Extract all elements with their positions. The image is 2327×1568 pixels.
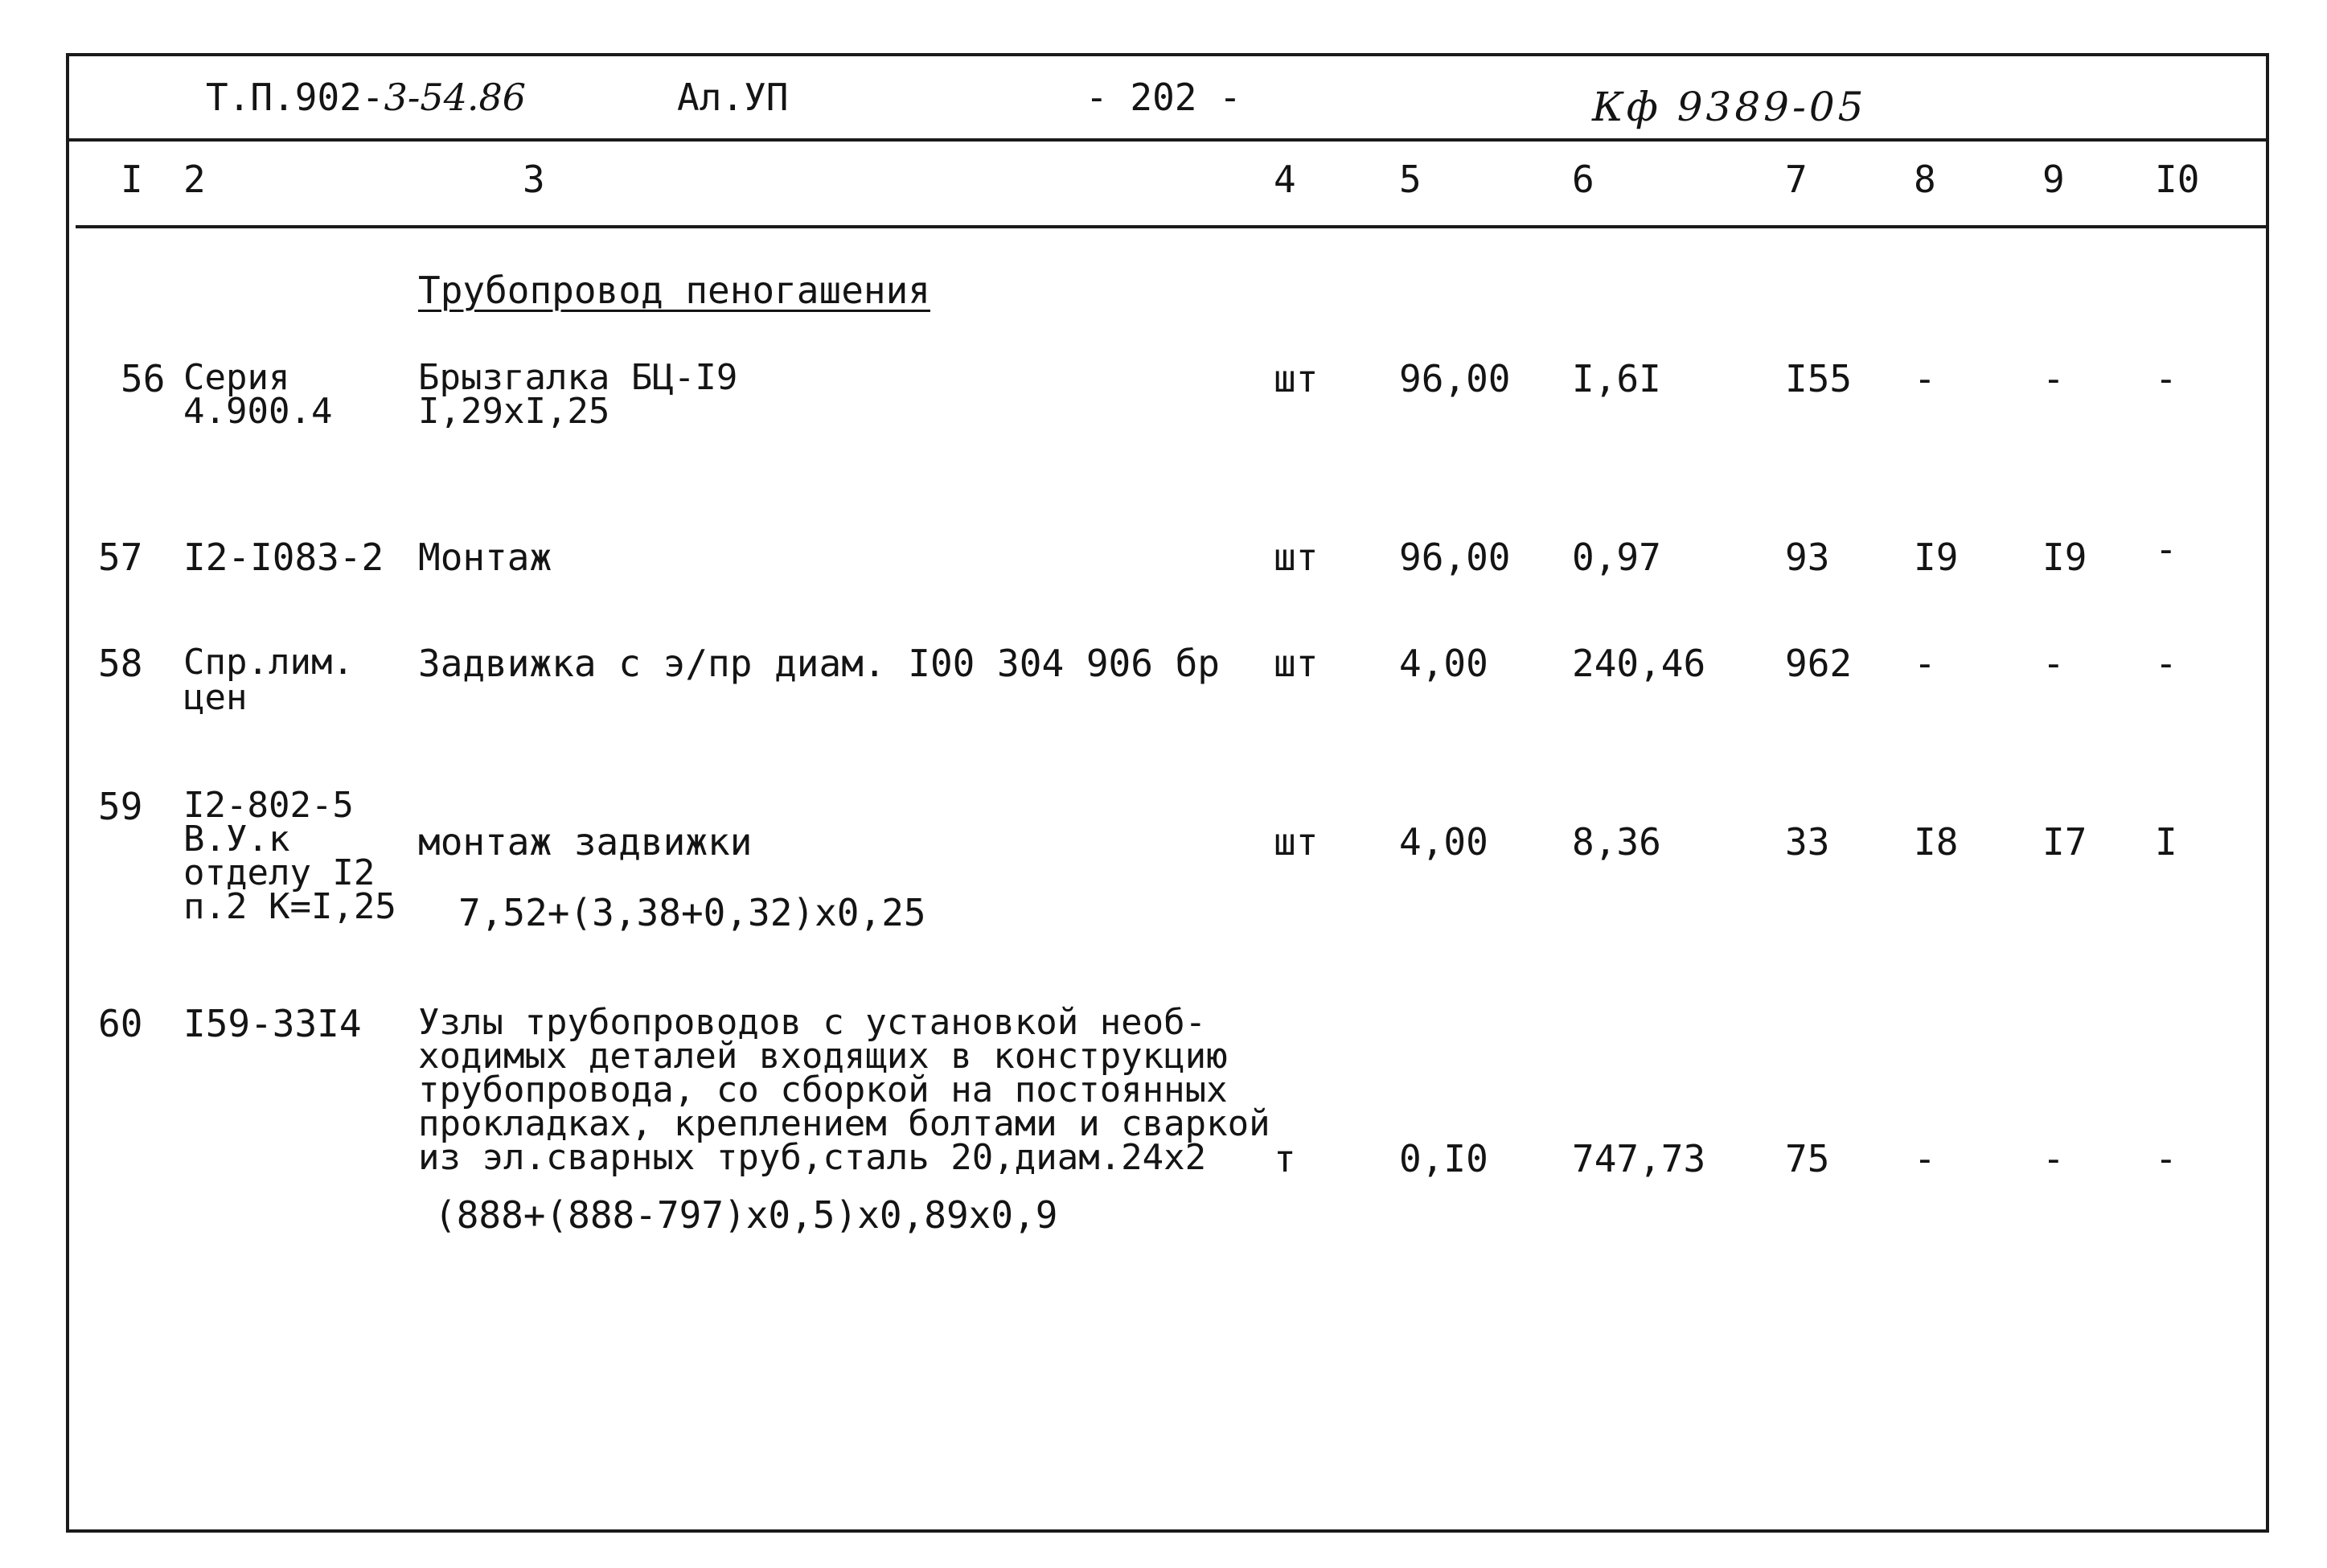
- row-unit-price: 0,97: [1572, 536, 1661, 579]
- row-total: I55: [1785, 357, 1853, 400]
- column-header-5: 5: [1399, 158, 1422, 201]
- row-total: 962: [1785, 642, 1853, 685]
- row-unit-price: I,6I: [1572, 357, 1661, 400]
- row-description-line: прокладках, креплением болтами и сваркой: [418, 1103, 1270, 1144]
- row-col8: -: [1914, 642, 1936, 685]
- row-total: 33: [1785, 820, 1830, 864]
- column-header-10: I0: [2155, 158, 2200, 201]
- column-header-6: 6: [1572, 158, 1594, 201]
- row-code-line: Спр.лим.: [183, 642, 354, 683]
- column-header-3: 3: [523, 158, 545, 201]
- row-unit: шт: [1274, 642, 1319, 685]
- row-code-line: I2-802-5: [183, 785, 354, 826]
- row-unit-price: 8,36: [1572, 820, 1661, 864]
- row-number: 57: [98, 536, 143, 579]
- row-col10: -: [2155, 357, 2177, 400]
- row-code-line: 4.900.4: [183, 391, 333, 432]
- row-description-line: монтаж задвижки: [418, 820, 753, 864]
- row-unit-price: 747,73: [1572, 1137, 1706, 1180]
- row-code-line: I59-33I4: [183, 1002, 362, 1045]
- row-col10: I: [2155, 820, 2177, 864]
- row-formula: (888+(888-797)x0,5)x0,89x0,9: [434, 1193, 1058, 1237]
- column-header-2: 2: [183, 158, 206, 201]
- row-code-line: В.У.к: [183, 819, 290, 860]
- row-col9: I7: [2042, 820, 2087, 864]
- row-unit: шт: [1274, 820, 1319, 864]
- header-divider: [68, 138, 2267, 142]
- row-col9: -: [2042, 357, 2065, 400]
- document-frame: [66, 53, 2269, 1533]
- row-col9: I9: [2042, 536, 2087, 579]
- row-description-line: Брызгалка БЦ-I9: [418, 357, 738, 398]
- row-total: 93: [1785, 536, 1830, 579]
- row-description-line: I,29xI,25: [418, 391, 610, 432]
- column-header-7: 7: [1785, 158, 1808, 201]
- row-col10: -: [2155, 642, 2177, 685]
- row-description-line: Задвижка с э/пр диам. I00 304 906 бр: [418, 642, 1220, 685]
- row-number: 58: [98, 642, 143, 685]
- column-header-9: 9: [2042, 158, 2065, 201]
- row-code-line: I2-I083-2: [183, 536, 384, 579]
- album-label: Ал.УП: [677, 76, 789, 119]
- row-number: 59: [98, 785, 143, 828]
- row-quantity: 0,I0: [1399, 1137, 1488, 1180]
- row-code-line: цен: [183, 677, 248, 718]
- row-col10: -: [2155, 527, 2177, 571]
- row-description-line: Монтаж: [418, 536, 552, 579]
- column-header-divider: [76, 225, 2267, 228]
- row-quantity: 4,00: [1399, 820, 1488, 864]
- row-description-line: из эл.сварных труб,сталь 20,диам.24x2: [418, 1137, 1207, 1178]
- row-quantity: 96,00: [1399, 357, 1511, 400]
- row-col8: I9: [1914, 536, 1959, 579]
- row-quantity: 4,00: [1399, 642, 1488, 685]
- column-header-4: 4: [1274, 158, 1296, 201]
- row-code-line: п.2 К=I,25: [183, 886, 396, 927]
- row-number: 60: [98, 1002, 143, 1045]
- column-header-1: I: [121, 158, 143, 201]
- row-description-line: Узлы трубопроводов с установкой необ-: [418, 1002, 1207, 1043]
- row-quantity: 96,00: [1399, 536, 1511, 579]
- row-col8: -: [1914, 1137, 1936, 1180]
- row-code-line: отделу I2: [183, 852, 376, 893]
- section-title: Трубопровод пеногашения: [418, 269, 930, 312]
- inventory-stamp: Кф 9389-05: [1592, 84, 1867, 130]
- row-code-line: Серия: [183, 357, 290, 398]
- row-col8: -: [1914, 357, 1936, 400]
- row-unit: т: [1274, 1137, 1296, 1180]
- row-total: 75: [1785, 1137, 1830, 1180]
- row-unit: шт: [1274, 357, 1319, 400]
- doc-code: Т.П.902-3-54.86: [206, 76, 527, 119]
- row-unit: шт: [1274, 536, 1319, 579]
- row-col10: -: [2155, 1137, 2177, 1180]
- page-number: - 202 -: [1086, 76, 1241, 119]
- row-unit-price: 240,46: [1572, 642, 1706, 685]
- row-col9: -: [2042, 1137, 2065, 1180]
- row-col8: I8: [1914, 820, 1959, 864]
- column-header-8: 8: [1914, 158, 1936, 201]
- row-description-line: трубопровода, со сборкой на постоянных: [418, 1069, 1228, 1110]
- row-col9: -: [2042, 642, 2065, 685]
- row-description-line: ходимых деталей входящих в конструкцию: [418, 1036, 1228, 1077]
- row-formula: 7,52+(3,38+0,32)x0,25: [458, 891, 926, 934]
- row-number: 56: [121, 357, 166, 400]
